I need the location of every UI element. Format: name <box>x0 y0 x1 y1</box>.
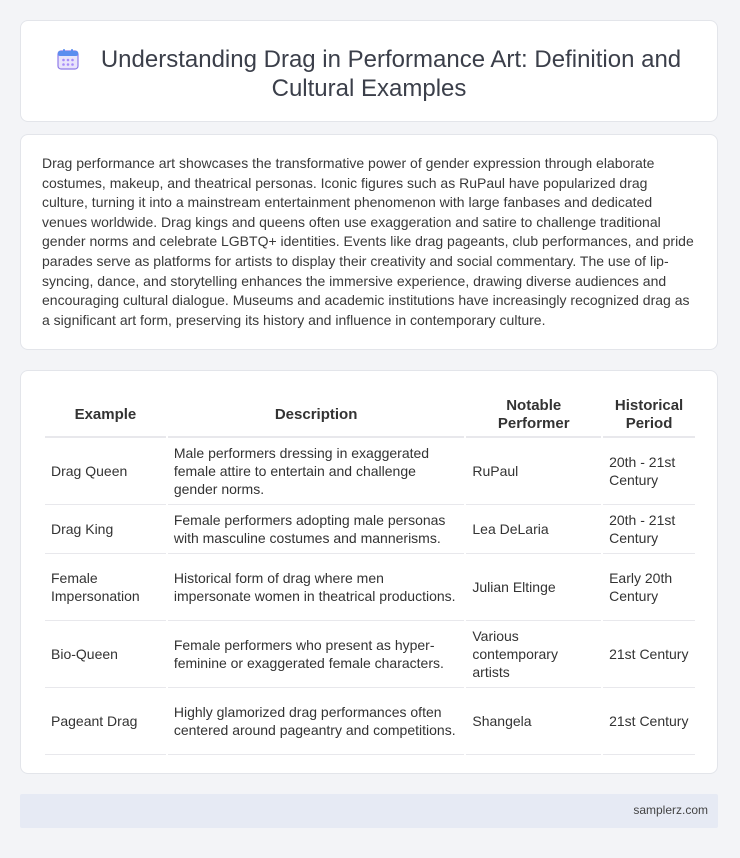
table-row <box>45 688 695 755</box>
footer-bar <box>20 794 718 828</box>
table-card <box>20 370 718 774</box>
cell-example: Female Impersonation <box>45 554 166 621</box>
cell-performer: Julian Eltinge <box>466 554 601 621</box>
cell-description: Female performers who present as hyper-feminine or exaggerated female characters. <box>168 621 465 688</box>
cell-description: Female performers adopting male personas with masculine costumes and mannerisms. <box>168 505 465 554</box>
cell-description: Historical form of drag where men impersonate women in theatrical productions. <box>168 554 465 621</box>
cell-period: 20th - 21st Century <box>603 505 695 554</box>
intro-card <box>20 134 718 350</box>
title-block <box>51 45 687 103</box>
table-header-row <box>45 393 695 438</box>
table-row <box>45 621 695 688</box>
footer-site-link[interactable]: samplerz.com <box>633 803 708 817</box>
examples-table <box>43 393 697 755</box>
table-row <box>45 438 695 505</box>
header-notable-performer: Notable Performer <box>466 393 601 438</box>
title-card <box>20 20 718 122</box>
intro-paragraph: Drag performance art showcases the transformative power of gender expression through elaborate costumes, makeup, and theatrical personas. Iconic figures such as RuPaul have popularized drag culture, turning it into a mainstream entertainment phenomenon with large fanbases and dedicated venues worldwide. Drag kings and queens often use exaggeration and satire to challenge traditional gender norms and celebrate LGBTQ+ identities. Events like drag pageants, club performances, and pride parades serve as platforms for artists to display their creativity and social commentary. The use of lip-syncing, dance, and storytelling enhances the immersive experience, drawing diverse audiences and encouraging cultural dialogue. Museums and academic institutions have increasingly recognized drag as a significant art form, preserving its history and influence in contemporary culture. <box>42 155 694 328</box>
cell-performer: Shangela <box>466 688 601 755</box>
cell-performer: Lea DeLaria <box>466 505 601 554</box>
cell-description: Highly glamorized drag performances often centered around pageantry and competitions. <box>168 688 465 755</box>
cell-example: Drag King <box>45 505 166 554</box>
page-title <box>57 46 681 102</box>
cell-performer: RuPaul <box>466 438 601 505</box>
table-row <box>45 505 695 554</box>
table-row <box>45 554 695 621</box>
cell-period: 21st Century <box>603 688 695 755</box>
header-description: Description <box>168 393 465 438</box>
cell-example: Pageant Drag <box>45 688 166 755</box>
cell-description: Male performers dressing in exaggerated female attire to entertain and challenge gender norms. <box>168 438 465 505</box>
header-historical-period: Historical Period <box>603 393 695 438</box>
cell-period: 21st Century <box>603 621 695 688</box>
cell-performer: Various contemporary artists <box>466 621 601 688</box>
cell-period: 20th - 21st Century <box>603 438 695 505</box>
header-example: Example <box>45 393 166 438</box>
page-title-text: Understanding Drag in Performance Art: Definition and Cultural Examples <box>100 46 682 102</box>
calendar-icon <box>57 48 79 70</box>
cell-example: Drag Queen <box>45 438 166 505</box>
cell-period: Early 20th Century <box>603 554 695 621</box>
cell-example: Bio-Queen <box>45 621 166 688</box>
